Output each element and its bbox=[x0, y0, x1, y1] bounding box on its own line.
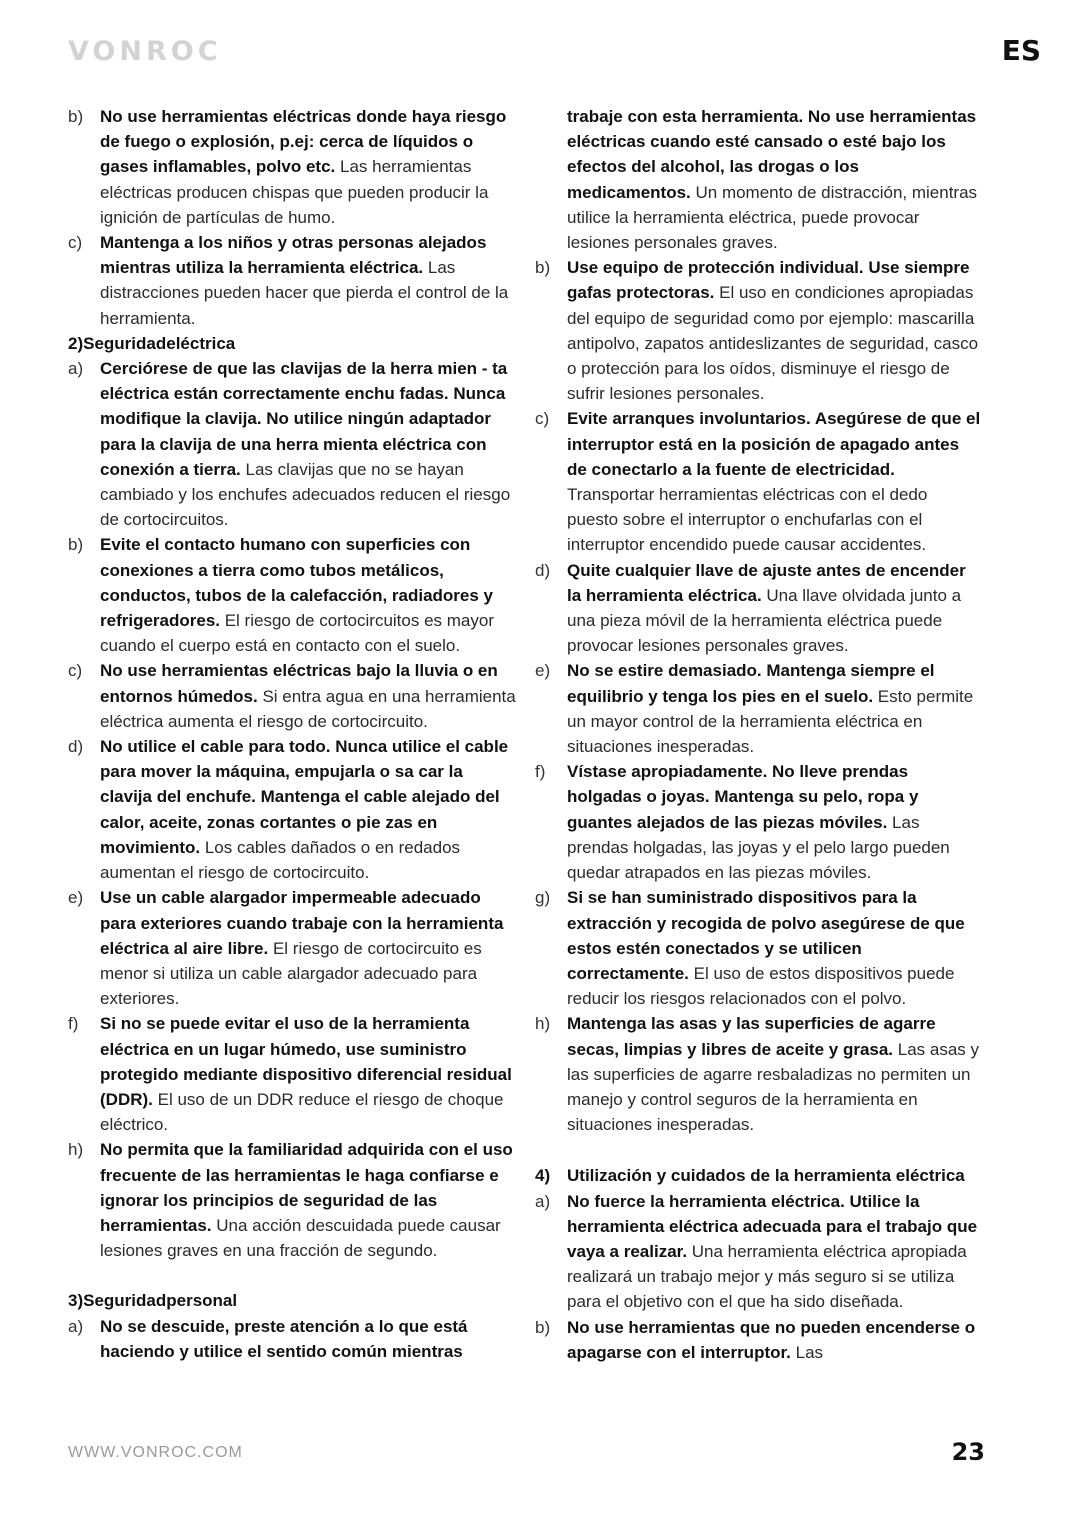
spacer bbox=[535, 1137, 983, 1163]
brand-logo: VONROC bbox=[68, 36, 222, 67]
item-text: El uso de estos dispositivos puede reducir los riesgos relacionados con el polvo. bbox=[567, 963, 955, 1009]
item-text: Las herramientas eléctricas producen chispas que pueden producir la ignición de partículas de humo. bbox=[100, 157, 489, 227]
list-item bbox=[535, 558, 983, 659]
item-bold-text: No se estire demasiado. Mantenga siempre el equilibrio y tenga los pies en el suelo. bbox=[567, 661, 935, 706]
item-label: b) bbox=[535, 258, 551, 278]
list-item bbox=[68, 104, 516, 230]
list-item bbox=[68, 734, 516, 885]
item-bold-text: Evite el contacto humano con superficies con conexiones a tierra como tubos metálicos, conductos, tubos de la calefacción, radiadores y refrigeradores. bbox=[100, 535, 494, 631]
item-bold-text: No use herramientas eléctricas bajo la lluvia o en entornos húmedos. bbox=[100, 661, 498, 706]
list-item-continued bbox=[535, 104, 983, 255]
item-bold-text: No use herramientas eléctricas donde haya riesgo de fuego o explosión, p.ej: cerca de líquidos o gases inflamables, polvo etc. bbox=[100, 107, 507, 177]
item-bold-text: No use herramientas que no pueden encenderse o apagarse con el interruptor. bbox=[567, 1317, 976, 1362]
item-bold-text: Use equipo de protección individual. Use siempre gafas protectoras. bbox=[567, 258, 970, 303]
item-bold-text: Si no se puede evitar el uso de la herramienta eléctrica en un lugar húmedo, use suministro protegido mediante dispositivo diferencial residual (DDR). bbox=[100, 1014, 512, 1109]
item-text: Una acción descuidada puede causar lesiones graves en una fracción de segundo. bbox=[100, 1215, 501, 1261]
item-text: Una llave olvidada junto a una pieza móvil de la herramienta eléctrica puede provocar lesiones personales graves. bbox=[567, 585, 962, 656]
list-item bbox=[68, 356, 516, 532]
item-label: a) bbox=[535, 1191, 551, 1211]
item-text: El riesgo de cortocircuitos es mayor cuando el cuerpo está en contacto con el suelo. bbox=[100, 611, 494, 656]
item-label: c) bbox=[68, 661, 83, 681]
item-label: g) bbox=[535, 888, 551, 908]
item-label: h) bbox=[68, 1140, 84, 1160]
item-bold-text: Mantenga a los niños y otras personas alejados mientras utiliza la herramienta eléctrica. bbox=[100, 233, 487, 278]
item-bold-text: Use un cable alargador impermeable adecuado para exteriores cuando trabaje con la herramienta eléctrica al aire libre. bbox=[100, 888, 504, 958]
item-label: e) bbox=[535, 661, 551, 681]
item-label: b) bbox=[535, 1317, 551, 1337]
item-label: c) bbox=[68, 233, 83, 253]
section-title: Utilización y cuidados de la herramienta eléctrica bbox=[567, 1166, 965, 1186]
section-heading-electrical: 2)Seguridadeléctrica bbox=[68, 333, 236, 353]
item-label: c) bbox=[535, 409, 550, 429]
item-bold-text: Cerciórese de que las clavijas de la herra mien - ta eléctrica están correctamente enchu fadas. Nunca modifique la clavija. No utilice ningún adaptador para la clavija de una herra mienta eléctrica con conexión a tierra. bbox=[100, 359, 508, 479]
list-item bbox=[68, 532, 516, 658]
item-label: d) bbox=[68, 737, 84, 757]
item-bold-text: No se descuide, preste atención a lo que está haciendo y utilice el sentido común mientras bbox=[100, 1316, 468, 1361]
left-column bbox=[68, 104, 516, 1364]
item-text: El riesgo de cortocircuito es menor si utiliza un cable alargador adecuado para exteriores. bbox=[100, 938, 482, 1009]
list-item bbox=[535, 1315, 983, 1365]
item-text: Las distracciones pueden hacer que pierda el control de la herramienta. bbox=[100, 258, 509, 328]
item-bold-text: Mantenga las asas y las superficies de agarre secas, limpias y libres de aceite y grasa. bbox=[567, 1014, 936, 1059]
list-item bbox=[68, 1011, 516, 1137]
item-label: a) bbox=[68, 1316, 84, 1336]
section-heading-tool-use bbox=[535, 1163, 983, 1188]
item-bold-text: No fuerce la herramienta eléctrica. Utilice la herramienta eléctrica adecuada para el trabajo que vaya a realizar. bbox=[567, 1191, 978, 1261]
language-code: ES bbox=[1001, 34, 1041, 67]
item-text: Transportar herramientas eléctricas con el dedo puesto sobre el interruptor o enchufarlas con el interruptor encendido puede causar accidentes. bbox=[567, 485, 928, 555]
list-item bbox=[535, 759, 983, 885]
item-bold-text: Evite arranques involuntarios. Asegúrese de que el interruptor está en la posición de apagado antes de conectarlo a la fuente de electricidad. bbox=[567, 409, 981, 479]
list-item bbox=[68, 885, 516, 1011]
list-item bbox=[68, 658, 516, 734]
item-bold-text: Quite cualquier llave de ajuste antes de encender la herramienta eléctrica. bbox=[567, 560, 966, 605]
list-item bbox=[68, 230, 516, 331]
list-item bbox=[535, 658, 983, 759]
item-label: h) bbox=[535, 1014, 551, 1034]
list-item bbox=[535, 885, 983, 1011]
list-item bbox=[535, 255, 983, 406]
list-item bbox=[68, 1314, 516, 1364]
item-label: d) bbox=[535, 560, 551, 580]
item-text: Las bbox=[790, 1342, 824, 1362]
list-item bbox=[535, 1011, 983, 1137]
item-bold-text: trabaje con esta herramienta. No use herramientas eléctricas cuando esté cansado o esté bajo los efectos del alcohol, las drogas o los medicamentos. bbox=[567, 107, 977, 202]
item-text: Las asas y las superficies de agarre resbaladizas no permiten un manejo y control seguros de la herramienta en situaciones inesperadas. bbox=[567, 1039, 980, 1135]
item-text: Esto permite un mayor control de la herramienta eléctrica en situaciones inesperadas. bbox=[567, 686, 974, 757]
item-text: El uso en condiciones apropiadas del equipo de seguridad como por ejemplo: mascarilla antipolvo, zapatos antideslizantes de seguridad, casco o protección para los oídos, disminuye el riesgo de sufrir lesiones personales. bbox=[567, 283, 979, 404]
item-label: a) bbox=[68, 359, 84, 379]
list-item bbox=[535, 406, 983, 557]
list-item bbox=[68, 1137, 516, 1263]
footer-website: WWW.VONROC.COM bbox=[68, 1444, 243, 1461]
item-label: b) bbox=[68, 535, 84, 555]
right-column bbox=[535, 104, 983, 1365]
item-text: Las prendas holgadas, las joyas y el pelo largo pueden quedar atrapados en las piezas móviles. bbox=[567, 812, 950, 883]
section-number: 4) bbox=[535, 1166, 551, 1186]
page-number: 23 bbox=[951, 1438, 985, 1466]
item-text: Las clavijas que no se hayan cambiado y los enchufes adecuados reducen el riesgo de cortocircuitos. bbox=[100, 459, 511, 530]
item-text: Los cables dañados o en redados aumentan el riesgo de cortocircuito. bbox=[100, 837, 461, 883]
item-bold-text: Si se han suministrado dispositivos para la extracción y recogida de polvo asegúrese de que estos estén conectados y se utilicen correctamente. bbox=[567, 888, 965, 983]
item-label: b) bbox=[68, 107, 84, 126]
item-bold-text: Vístase apropiadamente. No lleve prendas holgadas o joyas. Mantenga su pelo, ropa y guantes alejados de las piezas móviles. bbox=[567, 762, 919, 832]
item-text: El uso de un DDR reduce el riesgo de choque eléctrico. bbox=[100, 1089, 504, 1135]
spacer bbox=[68, 1263, 516, 1288]
item-text: Un momento de distracción, mientras utilice la herramienta eléctrica, puede provocar lesiones personales graves. bbox=[567, 182, 978, 253]
list-item bbox=[535, 1189, 983, 1315]
item-label: f) bbox=[535, 762, 546, 782]
item-text: Si entra agua en una herramienta eléctrica aumenta el riesgo de cortocircuito. bbox=[100, 686, 516, 731]
item-bold-text: No permita que la familiaridad adquirida con el uso frecuente de las herramientas le haga confiarse e ignorar los principios de seguridad de las herramientas. bbox=[100, 1140, 513, 1235]
item-label: f) bbox=[68, 1014, 79, 1034]
item-bold-text: No utilice el cable para todo. Nunca utilice el cable para mover la máquina, empujarla o sa car la clavija del enchufe. Mantenga el cable alejado del calor, aceite, zonas cortantes o pie zas en movimiento. bbox=[100, 737, 509, 857]
section-heading-personal: 3)Seguridadpersonal bbox=[68, 1291, 238, 1311]
item-label: e) bbox=[68, 888, 84, 908]
item-text: Una herramienta eléctrica apropiada realizará un trabajo mejor y más seguro si se utiliza para el objetivo con el que ha sido diseñada. bbox=[567, 1241, 967, 1312]
